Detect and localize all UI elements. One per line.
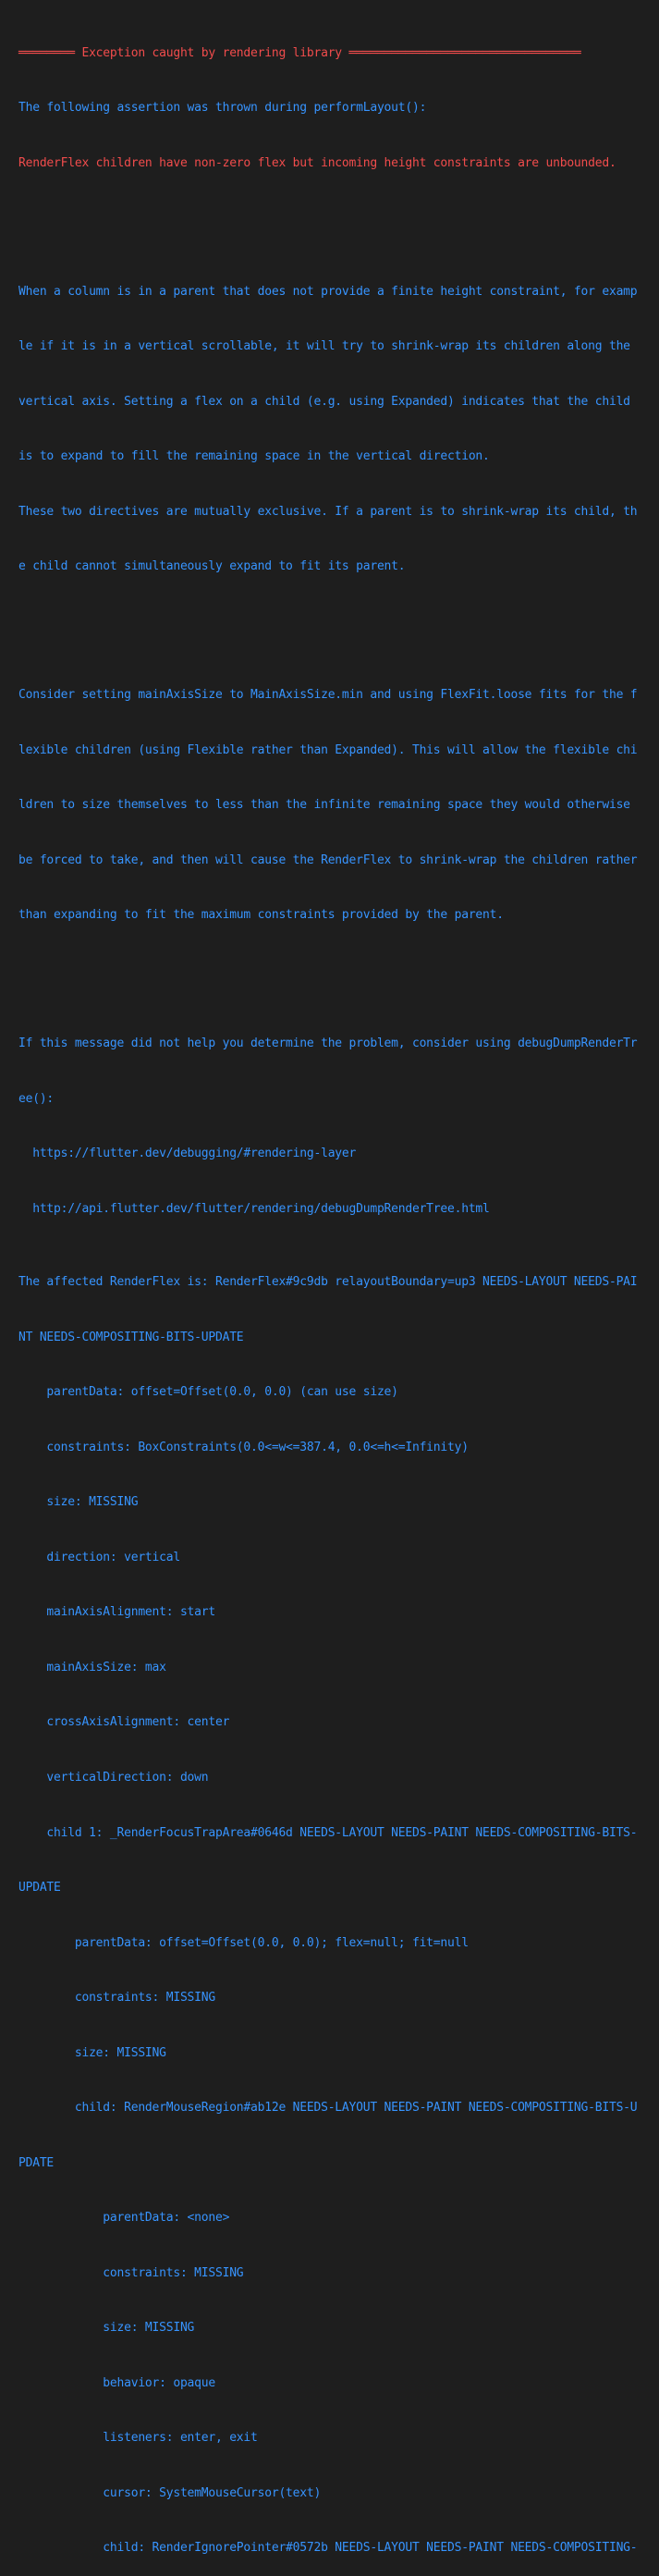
explanation-line: When a column is in a parent that does not provide a finite height constraint, for examp [18, 284, 638, 299]
suggestion-line: be forced to take, and then will cause the RenderFlex to shrink-wrap the children rather [18, 853, 638, 867]
explanation-line: le if it is in a vertical scrollable, it will try to shrink-wrap its children along the [18, 339, 630, 354]
render-property-line: mainAxisAlignment: start [18, 1605, 215, 1620]
explanation-line: vertical axis. Setting a flex on a child (e.g. using Expanded) indicates that the child [18, 394, 630, 409]
suggestion-line: lexible children (using Flexible rather than Expanded). This will allow the flexible chi [18, 742, 638, 757]
render-property-line: size: MISSING [18, 2321, 195, 2336]
render-property-line: mainAxisSize: max [18, 1660, 166, 1674]
render-child-line: child 1: _RenderFocusTrapArea#0646d NEEDS-LAYOUT NEEDS-PAINT NEEDS-COMPOSITING-BITS- [18, 1825, 638, 1840]
blank-line [18, 962, 659, 980]
render-property-line: size: MISSING [18, 2045, 166, 2060]
blank-line [18, 613, 659, 632]
blank-line [18, 209, 659, 227]
render-property-line: size: MISSING [18, 1495, 139, 1510]
render-child-line: PDATE [18, 2155, 55, 2170]
render-property-line: crossAxisAlignment: center [18, 1715, 230, 1730]
render-property-line: constraints: BoxConstraints(0.0<=w<=387.4, 0.0<=h<=Infinity) [18, 1440, 469, 1454]
render-child-line: child: RenderMouseRegion#ab12e NEEDS-LAYOUT NEEDS-PAINT NEEDS-COMPOSITING-BITS-U [18, 2101, 638, 2116]
debug-dump-render-tree-link[interactable]: http://api.flutter.dev/flutter/rendering/debugDumpRenderTree.html [18, 1201, 490, 1216]
suggestion-line: than expanding to fit the maximum constraints provided by the parent. [18, 908, 504, 923]
render-property-line: listeners: enter, exit [18, 2431, 258, 2446]
render-property-line: parentData: offset=Offset(0.0, 0.0) (can use size) [18, 1385, 398, 1400]
render-property-line: direction: vertical [18, 1550, 180, 1564]
render-property-line: constraints: MISSING [18, 2265, 244, 2280]
explanation-line: These two directives are mutually exclusive. If a parent is to shrink-wrap its child, th [18, 504, 638, 519]
affected-renderflex-line: NT NEEDS-COMPOSITING-BITS-UPDATE [18, 1330, 244, 1344]
render-property-line: constraints: MISSING [18, 1991, 215, 2006]
render-child-line: child: RenderIgnorePointer#0572b NEEDS-LAYOUT NEEDS-PAINT NEEDS-COMPOSITING- [18, 2541, 638, 2556]
debugging-link[interactable]: https://flutter.dev/debugging/#rendering-layer [18, 1147, 357, 1161]
error-message: RenderFlex children have non-zero flex but incoming height constraints are unbounded. [18, 155, 616, 170]
render-child-line: UPDATE [18, 1881, 61, 1895]
explanation-line: is to expand to fill the remaining space in the vertical direction. [18, 449, 490, 464]
suggestion-line: ldren to size themselves to less than the infinite remaining space they would otherwise [18, 798, 630, 813]
affected-renderflex-line: The affected RenderFlex is: RenderFlex#9c9db relayoutBoundary=up3 NEEDS-LAYOUT NEEDS-PAI [18, 1275, 638, 1290]
render-property-line: parentData: offset=Offset(0.0, 0.0); flex=null; fit=null [18, 1935, 469, 1950]
render-property-line: cursor: SystemMouseCursor(text) [18, 2485, 322, 2500]
render-property-line: behavior: opaque [18, 2375, 215, 2390]
exception-header: ════════ Exception caught by rendering library ═════════════════════════════════ [18, 45, 581, 60]
assertion-intro: The following assertion was thrown during performLayout(): [18, 101, 427, 116]
explanation-line: e child cannot simultaneously expand to fit its parent. [18, 559, 406, 574]
help-line: If this message did not help you determine the problem, consider using debugDumpRenderTr [18, 1037, 638, 1051]
render-property-line: parentData: <none> [18, 2211, 230, 2226]
help-line: ee(): [18, 1091, 55, 1106]
suggestion-line: Consider setting mainAxisSize to MainAxisSize.min and using FlexFit.loose fits for the f [18, 688, 638, 703]
render-property-line: verticalDirection: down [18, 1771, 209, 1785]
